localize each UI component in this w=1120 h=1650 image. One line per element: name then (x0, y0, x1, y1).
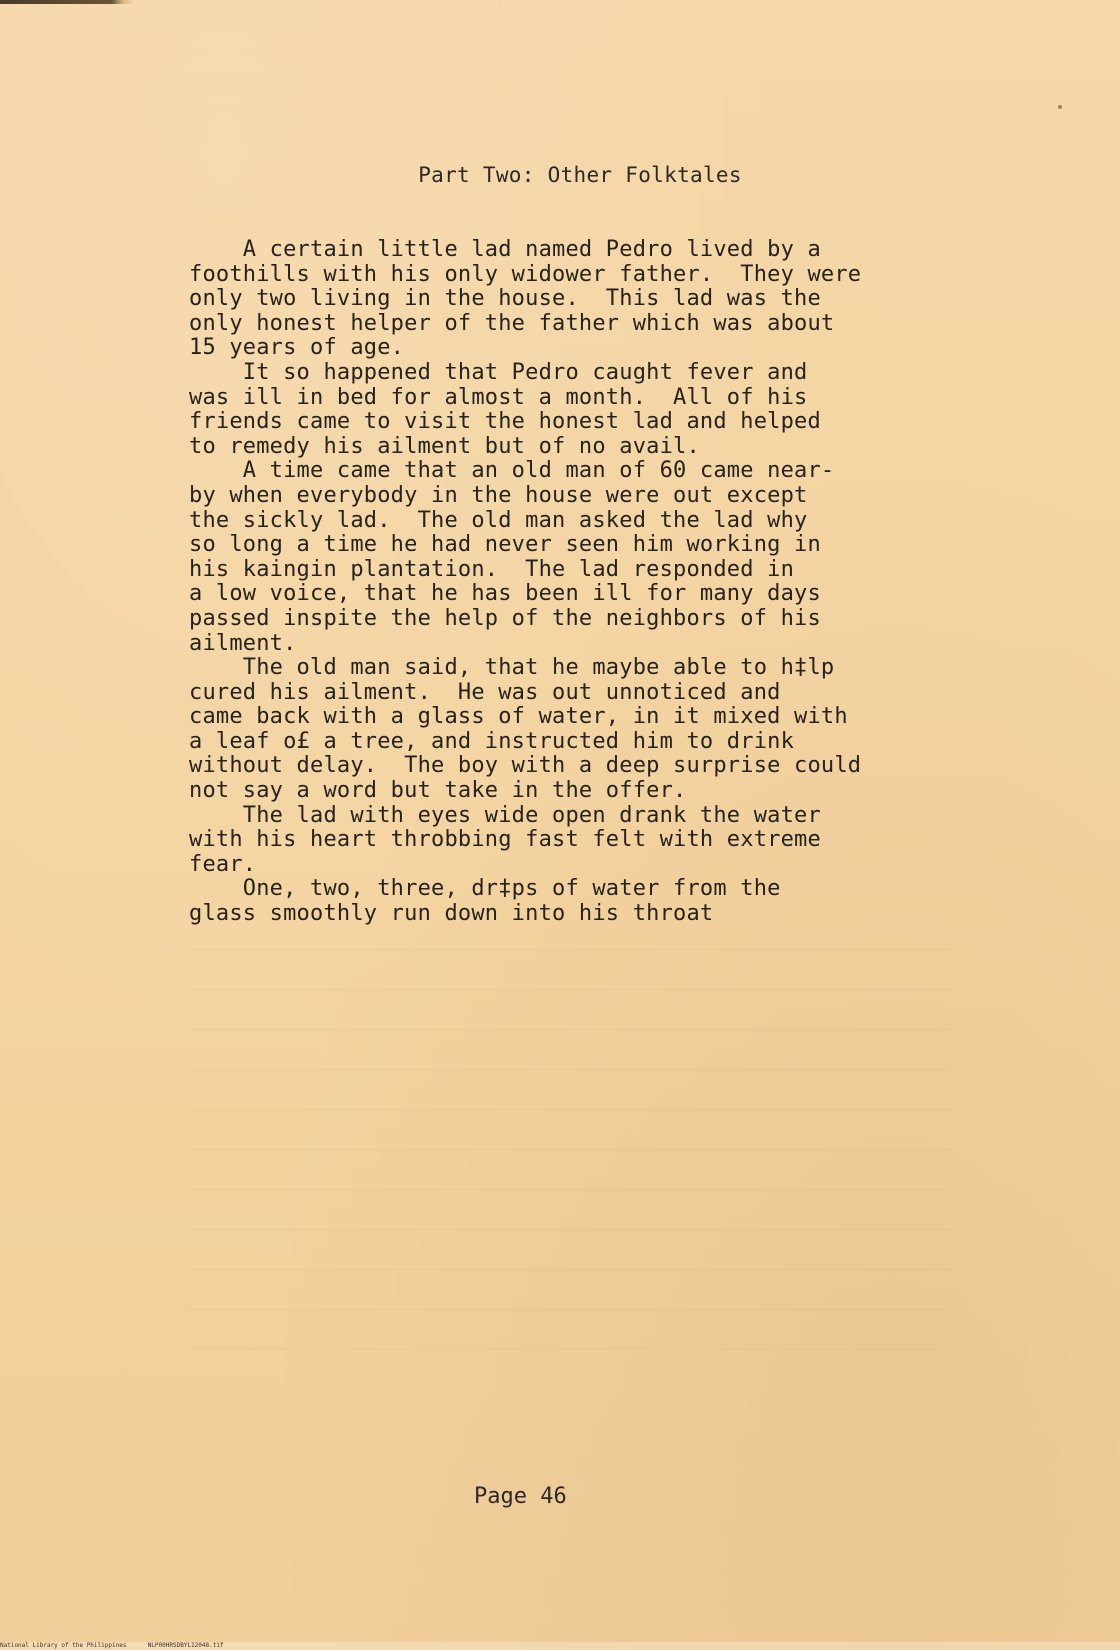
text-line: glass smoothly run down into his throat (189, 901, 714, 927)
footer-file-name: NLP00HRSDBYL12048.tif (147, 1642, 224, 1649)
text-line: only two living in the house. This lad was the (189, 286, 821, 312)
text-line: fear. (189, 851, 257, 877)
text-line: the sickly lad. The old man asked the lad why (189, 507, 808, 533)
page-number: Page 46 (474, 1484, 567, 1509)
text-line: cured his ailment. He was out unnoticed and (189, 679, 781, 705)
archive-footer (0, 1642, 1120, 1650)
text-line: to remedy his ailment but of no avail. (189, 433, 700, 459)
text-line: his kaingin plantation. The lad responded in (189, 556, 795, 582)
text-line: foothills with his only widower father. They were (189, 261, 862, 287)
text-line: with his heart throbbing fast felt with extreme (189, 827, 821, 853)
text-line: ailment. (189, 630, 297, 656)
footer-library-name: National Library of the Philippines (0, 1642, 127, 1649)
text-line: The old man said, that he maybe able to h‡lp (189, 655, 835, 681)
text-line: so long a time he had never seen him working in (189, 532, 821, 558)
text-line: by when everybody in the house were out except (189, 482, 808, 508)
text-line: a leaf o£ a tree, and instructed him to drink (189, 728, 795, 754)
page-title: Part Two: Other Folktales (418, 163, 742, 187)
text-line: passed inspite the help of the neighbors of his (189, 605, 821, 631)
text-line: One, two, three, dr‡ps of water from the (189, 876, 781, 902)
text-line: was ill in bed for almost a month. All of his (189, 384, 808, 410)
text-line: It so happened that Pedro caught fever and (189, 359, 808, 385)
text-line: A time came that an old man of 60 came near- (189, 458, 835, 484)
text-line: 15 years of age. (189, 335, 405, 361)
text-line: came back with a glass of water, in it mixed with (189, 704, 848, 730)
text-line: a low voice, that he has been ill for many days (189, 581, 821, 607)
reverse-bleed-through (190, 930, 950, 1350)
text-line: not say a word but take in the offer. (189, 778, 687, 804)
story-text (189, 238, 979, 927)
text-line: without delay. The boy with a deep surprise could (189, 753, 862, 779)
text-line: The lad with eyes wide open drank the water (189, 802, 821, 828)
paper-spot (1058, 105, 1062, 109)
text-line: A certain little lad named Pedro lived by a (189, 237, 821, 262)
page-top-edge (0, 0, 1120, 4)
text-line: only honest helper of the father which was about (189, 310, 835, 336)
text-line: friends came to visit the honest lad and helped (189, 409, 821, 435)
